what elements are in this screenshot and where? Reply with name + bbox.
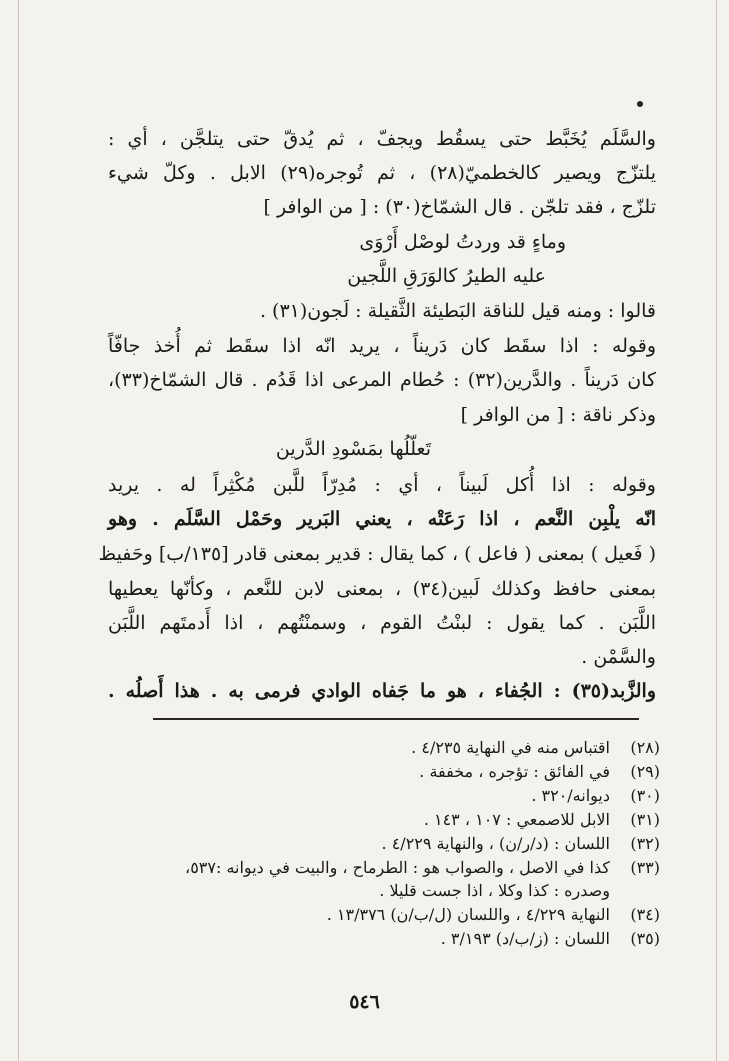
footnote-item [140,809,660,831]
footnote-item [140,880,660,902]
text-line: والزَّبد(٣٥) : الجُفاء ، هو ما جَفاه الوادي فرمى به . هذا أَصلُه . [108,680,656,702]
footnote-text: النهاية ٤/٢٢٩ ، واللسان (ل/ب/ن) ١٣/٣٧٦ . [326,905,610,924]
page-edge-right [716,0,717,1061]
footnote-text: كذا في الاصل ، والصواب هو : الطرماح ، والبيت في ديوانه :٥٣٧، [185,858,610,877]
footnote-text: وصدره : كذا وكلا ، اذا جست قليلا . [379,881,610,900]
text-line: قالوا : ومنه قيل للناقة البَطيئة الثَّقيلة : لَجون(٣١) . [259,300,656,322]
verse-line: تَعلّلُها بمَسْودِ الدَّرين [275,438,431,460]
footnote-text: اقتباس منه في النهاية ٤/٢٣٥ . [411,738,610,757]
footnote-number: (٣٢) [630,834,660,853]
footnote-item [140,761,660,783]
footnote-item [140,737,660,759]
footnote-divider [153,718,639,720]
text-line: انّه يلْبِن النَّعم ، اذا رَعَتْه ، يعني البَرير وحَمْل السَّلَم . وهو [108,508,656,530]
footnote-text: اللسان : (ز/ب/د) ٣/١٩٣ . [440,929,610,948]
footnote-text: في الفائق : تؤجره ، مخففة . [419,762,610,781]
footnote-number: (٣٤) [630,905,660,924]
footnote-item [140,833,660,855]
footnote-text: الابل للاصمعي : ١٠٧ ، ١٤٣ . [423,810,610,829]
footnote-number: (٣٥) [630,929,660,948]
text-line: وذكر ناقة : [ من الوافر ] [460,404,656,426]
text-line: وقوله : اذا سقَط كان دَريناً ، يريد انّه اذا سقَط ثم أُخذ جافّاً [108,335,656,357]
text-line: والسَّلَم يُخَبَّط حتى يسقُط ويجفّ ، ثم يُدقّ حتى يتلجَّن ، أي : [108,128,656,150]
footnote-number: (٣١) [630,810,660,829]
footnote-number: (٢٩) [630,762,660,781]
text-line: بمعنى حافظ وكذلك لَبين(٣٤) ، بمعنى لابن للنَّعم ، وكأنّها يعطيها [108,578,657,600]
ornament-dot [637,101,643,107]
footnote-number: (٣٣) [630,858,660,877]
footnote-number: (٢٨) [630,738,660,757]
text-line: كان دَريناً . والدَّرين(٣٢) : حُطام المرعى اذا قَدُم . قال الشمّاخ(٣٣)، [108,369,656,391]
verse-line: عليه الطيرُ كالوَرَقِ اللَّجين [347,265,546,287]
footnote-text: اللسان : (د/ر/ن) ، والنهاية ٤/٢٢٩ . [381,834,610,853]
page-edge-left [18,0,19,1061]
footnote-number: (٣٠) [630,786,660,805]
footnote-item [140,785,660,807]
text-line: تلزّج ، فقد تلجّن . قال الشمّاخ(٣٠) : [ من الوافر ] [263,196,656,218]
footnote-item [140,904,660,926]
text-line: ( فَعيل ) بمعنى ( فاعل ) ، كما يقال : قدير بمعنى قادر [١٣٥/ب] وحَفيظ [98,543,656,565]
footnote-item [140,928,660,950]
footnote-text: ديوانه/٣٢٠ . [531,786,610,805]
text-line: اللَّبَن . كما يقول : لبنْتُ القوم ، وسمنْتُهم ، اذا أَدمتَهم اللَّبَن [108,612,656,634]
text-line: والسَّمْن . [581,646,656,668]
text-line: يلتزّج ويصير كالخطميّ(٢٨) ، ثم تُوجره(٢٩) الابل . وكلّ شيء [108,162,656,184]
page-number: ٥٤٦ [349,991,380,1013]
text-line: وقوله : اذا أُكل لَبيناً ، أي : مُدِرّاً للَّبن مُكْثِراً له . يريد [108,474,656,496]
verse-line: وماءٍ قد وردتُ لوصْل أَرْوَى [359,231,566,253]
footnote-item [140,857,660,879]
